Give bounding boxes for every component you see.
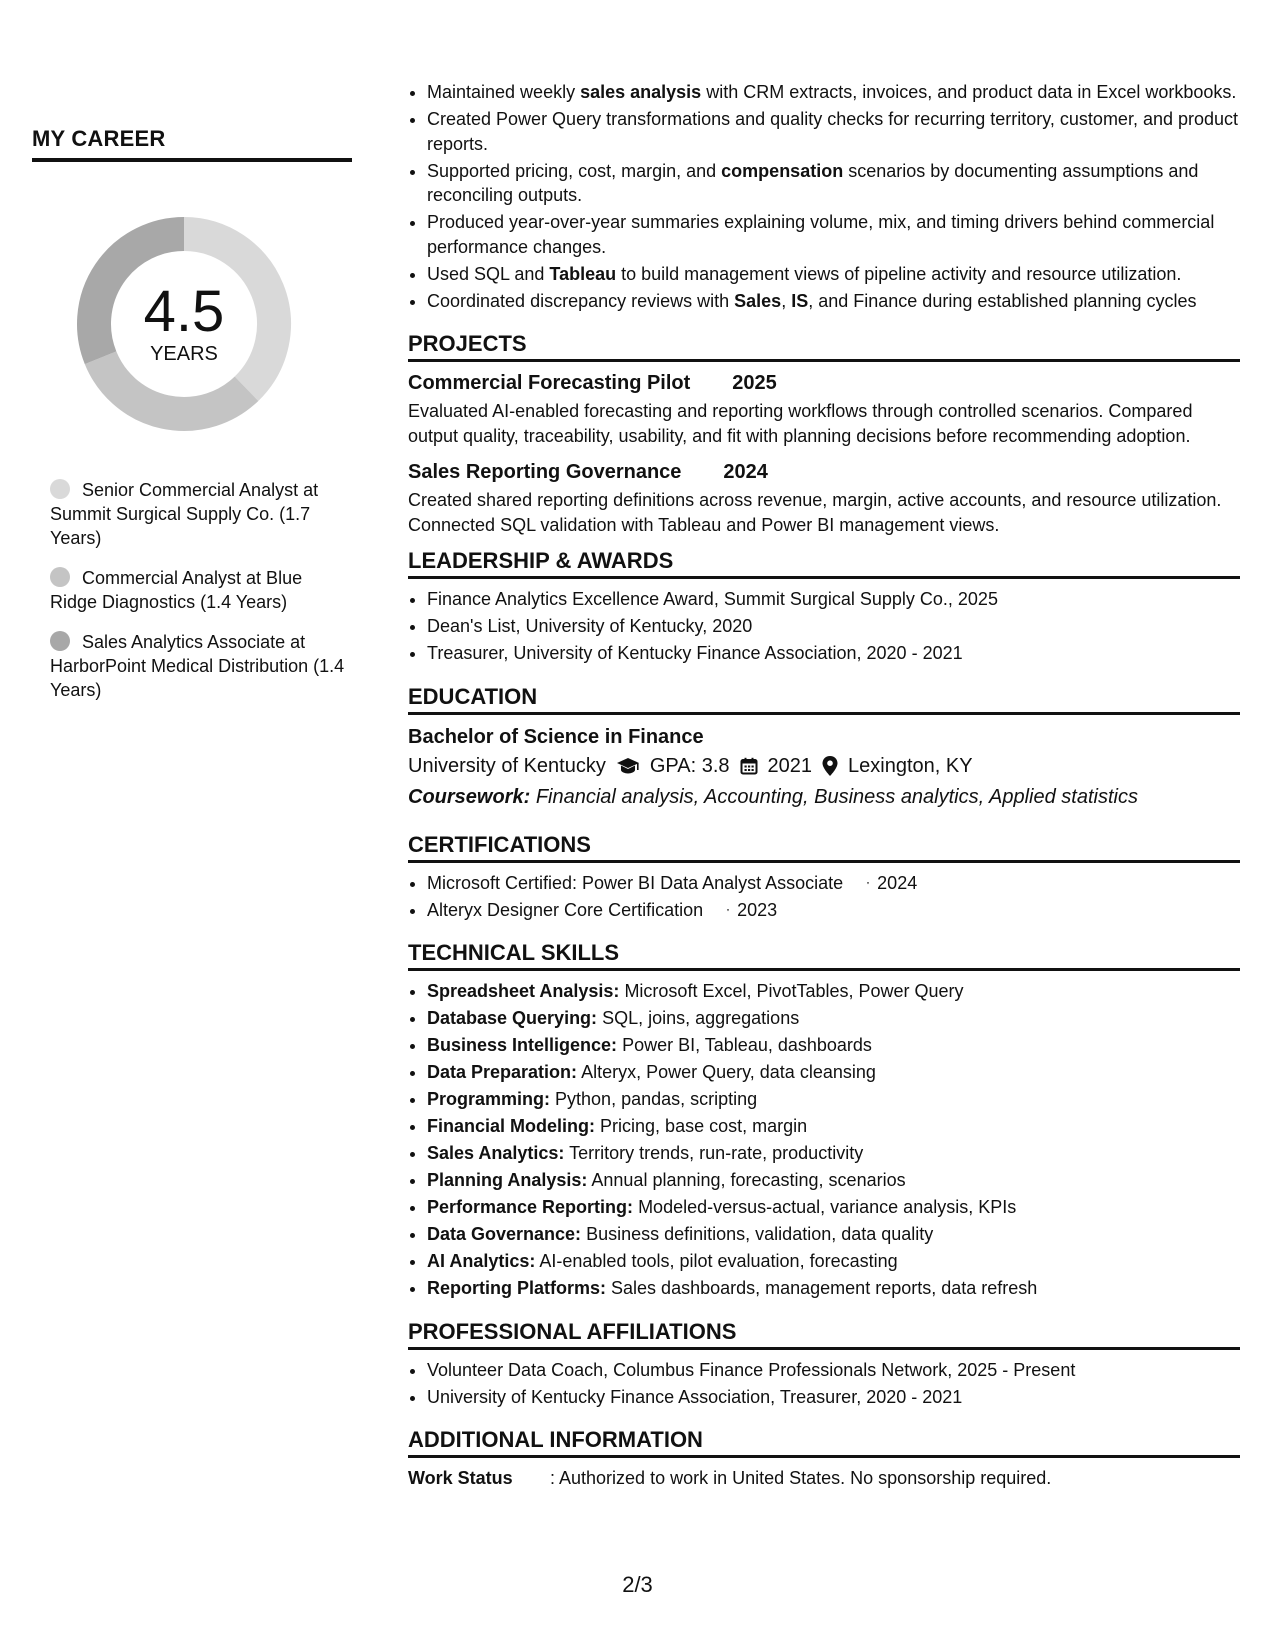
skills-section <box>408 940 1240 1301</box>
education-meta <box>408 751 1240 782</box>
bullet-text-part: , and Finance during established planning cycles <box>808 290 1197 311</box>
skill-item <box>427 1195 1240 1220</box>
page-number: 2/3 <box>622 1572 653 1597</box>
degree-name: Bachelor of Science in Finance <box>408 725 704 748</box>
bullet-text-part: Produced year-over-year summaries explaining volume, mix, and timing drivers behind commercial performance changes. <box>427 212 1215 257</box>
skill-item <box>427 1222 1240 1247</box>
experience-bullet <box>427 262 1240 287</box>
bullet-text-part: compensation <box>721 160 844 181</box>
bullet-text-part: Maintained weekly <box>427 82 581 102</box>
experience-bullet <box>427 80 1240 105</box>
section-title-certifications: CERTIFICATIONS <box>408 832 1240 863</box>
total-years-unit: YEARS <box>150 342 218 365</box>
skill-item <box>427 1276 1240 1301</box>
coursework-list: Financial analysis, Accounting, Business analytics, Applied statistics <box>535 785 1138 808</box>
bullet-text-part: Sales <box>734 290 782 311</box>
projects-section <box>408 331 1240 538</box>
skill-value: Microsoft Excel, PivotTables, Power Query <box>624 981 964 1001</box>
work-status-value: : Authorized to work in United States. No sponsorship required. <box>550 1468 1052 1488</box>
skill-item <box>427 1168 1240 1193</box>
bullet-text-part: , <box>781 290 792 311</box>
skill-label: Programming: <box>427 1089 551 1109</box>
certification-name: • Alteryx Designer Core Certification <box>427 899 704 920</box>
education-section <box>408 684 1240 812</box>
leadership-list <box>408 587 1240 666</box>
skill-label: Planning Analysis: <box>427 1170 588 1190</box>
award-item: • Treasurer, University of Kentucky Finance Association, 2020 - 2021 <box>427 641 1240 666</box>
skill-item <box>427 1087 1240 1112</box>
experience-bullet <box>427 107 1240 156</box>
skill-label: Database Querying: <box>427 1008 598 1028</box>
award-item: • Dean's List, University of Kentucky, 2020 <box>427 614 1240 639</box>
project-year: 2025 <box>732 372 777 394</box>
skill-item <box>427 1006 1240 1031</box>
section-title-projects: PROJECTS <box>408 331 1240 362</box>
experience-bullet <box>427 210 1240 259</box>
certification-year: 2024 <box>877 872 918 893</box>
career-list <box>32 478 352 702</box>
affiliations-section <box>408 1319 1240 1410</box>
skill-value: Pricing, base cost, margin <box>600 1116 808 1136</box>
project-header <box>408 370 1240 397</box>
skill-label: Performance Reporting: <box>427 1197 634 1217</box>
project-name: Sales Reporting Governance <box>408 461 682 483</box>
work-status-label: Work Status <box>408 1468 513 1488</box>
skill-value: Alteryx, Power Query, data cleansing <box>581 1062 876 1082</box>
skill-item <box>427 1141 1240 1166</box>
bullet-text-part: Tableau <box>549 263 617 284</box>
section-title-education: EDUCATION <box>408 684 1240 715</box>
main-content <box>408 80 1240 1490</box>
skill-item <box>427 1033 1240 1058</box>
bullet-text-part: to build management views of pipeline activity and resource utilization. <box>616 263 1182 284</box>
certification-item <box>427 871 1240 896</box>
experience-bullets <box>408 80 1240 313</box>
bullet-text-part: with CRM extracts, invoices, and product data in Excel workbooks. <box>701 82 1237 102</box>
graduation-year: 2021 <box>767 754 813 777</box>
location-pin-icon <box>822 756 838 776</box>
section-title-leadership: LEADERSHIP & AWARDS <box>408 548 1240 579</box>
skill-value: AI-enabled tools, pilot evaluation, forecasting <box>539 1251 898 1271</box>
certification-year: 2023 <box>737 899 778 920</box>
experience-bullet <box>427 159 1240 208</box>
career-section-title: MY CAREER <box>32 126 352 162</box>
sidebar <box>32 126 352 718</box>
skill-value: Territory trends, run-rate, productivity <box>569 1143 864 1163</box>
skill-item <box>427 1114 1240 1139</box>
skill-value: Business definitions, validation, data quality <box>586 1224 934 1244</box>
calendar-icon <box>704 375 722 393</box>
certification-item <box>427 898 1240 923</box>
calendar-icon <box>695 464 713 482</box>
career-donut-chart <box>64 204 304 444</box>
coursework <box>408 782 1240 812</box>
certifications-section <box>408 832 1240 923</box>
total-years-value: 4.5 <box>143 278 225 344</box>
project-name: Commercial Forecasting Pilot <box>408 372 691 394</box>
skill-label: Spreadsheet Analysis: <box>427 981 620 1001</box>
career-legend-dot <box>50 567 70 587</box>
skill-label: Financial Modeling: <box>427 1116 596 1136</box>
bullet-text-part: scenarios by documenting assumptions and reconciling outputs. <box>427 160 1199 205</box>
skill-value: Modeled-versus-actual, variance analysis, KPIs <box>638 1197 1017 1217</box>
calendar-icon <box>715 901 733 919</box>
career-legend-dot <box>50 479 70 499</box>
donut-center <box>64 204 304 444</box>
award-item: • Finance Analytics Excellence Award, Summit Surgical Supply Co., 2025 <box>427 587 1240 612</box>
bullet-text-part: IS <box>791 290 809 311</box>
project-header <box>408 459 1240 486</box>
bullet-text-part: Used SQL and <box>427 263 550 284</box>
skill-value: Annual planning, forecasting, scenarios <box>591 1170 906 1190</box>
gpa-value: GPA: 3.8 <box>649 754 730 777</box>
section-title-skills: TECHNICAL SKILLS <box>408 940 1240 971</box>
skills-list <box>408 979 1240 1301</box>
affiliation-item: • Volunteer Data Coach, Columbus Finance Professionals Network, 2025 - Present <box>427 1358 1240 1383</box>
experience-bullet <box>427 289 1240 314</box>
skill-item <box>427 1249 1240 1274</box>
skill-value: Python, pandas, scripting <box>555 1089 758 1109</box>
skill-label: Data Governance: <box>427 1224 582 1244</box>
career-item <box>50 566 352 614</box>
bullet-text-part: Created Power Query transformations and quality checks for recurring territory, customer, and product reports. <box>427 109 1239 154</box>
leadership-section <box>408 548 1240 666</box>
skill-label: Reporting Platforms: <box>427 1278 607 1298</box>
bullet-text-part: sales analysis <box>580 82 702 102</box>
skill-label: AI Analytics: <box>427 1251 536 1271</box>
school-name: University of Kentucky <box>408 754 606 777</box>
career-legend-dot <box>50 631 70 651</box>
career-item-text: Senior Commercial Analyst at Summit Surgical Supply Co. (1.7 Years) <box>50 480 319 548</box>
affiliations-list <box>408 1358 1240 1410</box>
career-item-text: Sales Analytics Associate at HarborPoint Medical Distribution (1.4 Years) <box>50 632 345 700</box>
skill-value: Sales dashboards, management reports, data refresh <box>611 1278 1038 1298</box>
project-year: 2024 <box>723 461 768 483</box>
certification-name: • Microsoft Certified: Power BI Data Analyst Associate <box>427 872 844 893</box>
section-title-affiliations: PROFESSIONAL AFFILIATIONS <box>408 1319 1240 1350</box>
project-description: Created shared reporting definitions across revenue, margin, active accounts, and resource utilization. Connected SQL validation with Tableau and Power BI management views. <box>408 490 1222 535</box>
career-item <box>50 630 352 702</box>
bullet-text-part: Supported pricing, cost, margin, and <box>427 160 722 181</box>
calendar-icon <box>740 757 758 775</box>
skill-value: SQL, joins, aggregations <box>602 1008 800 1028</box>
affiliation-item: • University of Kentucky Finance Association, Treasurer, 2020 - 2021 <box>427 1385 1240 1410</box>
career-item <box>50 478 352 550</box>
skill-item <box>427 979 1240 1004</box>
skill-label: Data Preparation: <box>427 1062 578 1082</box>
skill-item <box>427 1060 1240 1085</box>
skill-value: Power BI, Tableau, dashboards <box>622 1035 872 1055</box>
career-item-text: Commercial Analyst at Blue Ridge Diagnostics (1.4 Years) <box>50 568 303 612</box>
graduation-cap-icon <box>616 757 640 775</box>
section-title-additional: ADDITIONAL INFORMATION <box>408 1427 1240 1458</box>
projects-list <box>408 370 1240 538</box>
calendar-icon <box>855 874 873 892</box>
work-status-row <box>408 1466 1240 1490</box>
school-location: Lexington, KY <box>848 754 973 777</box>
project-description: Evaluated AI-enabled forecasting and reporting workflows through controlled scenarios. Compared output quality, traceability, usability, and fit with planning decisions before recommending adoption. <box>408 401 1193 446</box>
certifications-list <box>408 871 1240 923</box>
coursework-label: Coursework: <box>408 785 531 808</box>
skill-label: Business Intelligence: <box>427 1035 618 1055</box>
bullet-text-part: Coordinated discrepancy reviews with <box>427 290 735 311</box>
skill-label: Sales Analytics: <box>427 1143 565 1163</box>
additional-info-section <box>408 1427 1240 1490</box>
